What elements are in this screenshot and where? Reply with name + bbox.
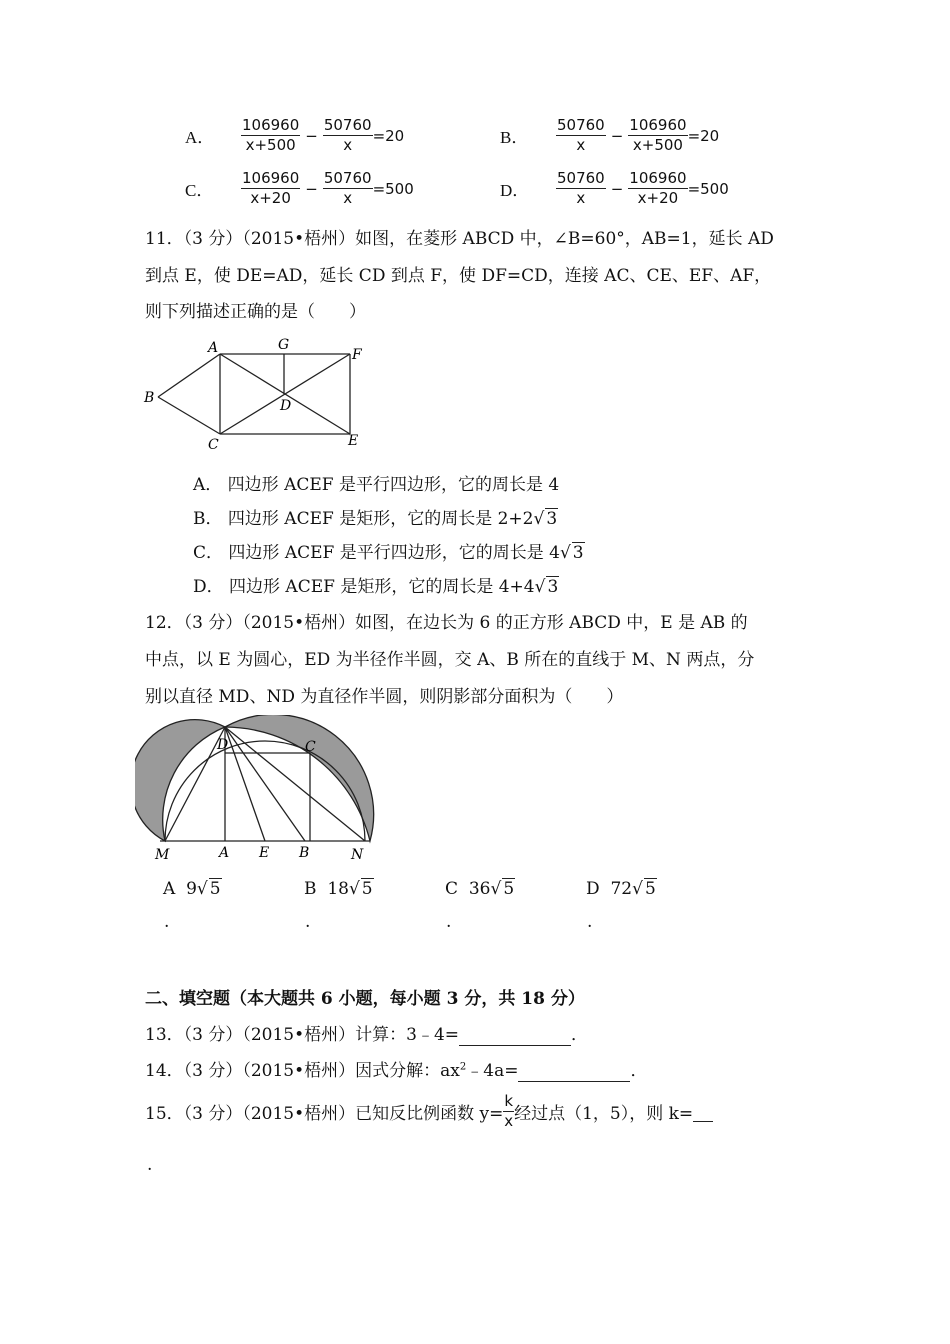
- answer-blank[interactable]: [518, 1061, 630, 1082]
- label-g: G: [278, 337, 290, 353]
- sqrt: √ 3: [559, 543, 584, 563]
- answer-blank[interactable]: [459, 1025, 571, 1046]
- q12-dot-d: .: [587, 912, 593, 932]
- label-a: A: [219, 845, 230, 861]
- q12-line-3: 别以直径 MD、ND 为直径作半圆，则阴影部分面积为（ ）: [145, 687, 624, 707]
- sqrt: √ 5: [632, 879, 656, 899]
- q11-figure: [140, 335, 380, 455]
- fraction: $\frac{50760}{x}$: [323, 169, 372, 207]
- fraction: $\frac{50760}{x}$: [557, 169, 605, 207]
- label-b: B: [144, 390, 155, 406]
- label-c: C: [305, 739, 316, 755]
- label-c: C: [208, 437, 219, 453]
- q10-option-d: D． $\frac{50760}{x}$ − $\frac{106960}{x+20}$ =500: [500, 169, 729, 207]
- label-b: B: [299, 845, 310, 861]
- q10-option-c: C． $\frac{106960}{x+20}$ − $\frac{50760}{x}$ =500: [185, 169, 414, 207]
- q12-dot-c: .: [446, 912, 452, 932]
- q13: 13．（3 分）（2015•梧州）计算：3﹣4= ．: [145, 1025, 589, 1045]
- fraction: $\frac{50760}{x}$: [557, 116, 605, 154]
- q15-dot: .: [147, 1155, 153, 1175]
- sqrt: √ 5: [490, 879, 515, 899]
- q12-option-a: A 9√ 5: [163, 879, 221, 899]
- label-n: N: [351, 847, 364, 863]
- label-a: A: [208, 340, 219, 356]
- q11-line-2: 到点 E，使 DE=AD，延长 CD 到点 F，使 DF=CD，连接 AC、CE、EF、AF，: [145, 266, 772, 286]
- fraction: $\frac{k}{x}$: [504, 1092, 514, 1130]
- segment-bc: [158, 397, 220, 434]
- label-e: E: [348, 433, 359, 449]
- fraction: $\frac{50760}{x}$: [323, 116, 372, 154]
- q12-line-2: 中点，以 E 为圆心，ED 为半径作半圆，交 A、B 所在的直线于 M、N 两点，分: [145, 650, 755, 670]
- q11-option-b: B． 四边形 ACEF 是矩形，它的周长是 2+2√ 3: [193, 509, 558, 529]
- shaded-region-right: [225, 715, 374, 841]
- sqrt: √ 5: [348, 879, 373, 899]
- sqrt: √ 3: [533, 509, 558, 529]
- q12-dot-b: .: [305, 912, 311, 932]
- sqrt: √ 5: [196, 879, 221, 899]
- q15: 15．（3 分）（2015•梧州）已知反比例函数 y= $\frac{k}{x}$ 经过点（1，5），则 k=: [145, 1093, 713, 1130]
- q11-option-a: A． 四边形 ACEF 是平行四边形，它的周长是 4: [193, 475, 560, 495]
- label-e: E: [259, 845, 270, 861]
- fraction: $\frac{106960}{x+20}$: [242, 169, 300, 207]
- q12-line-1: 12．（3 分）（2015•梧州）如图，在边长为 6 的正方形 ABCD 中，E 是 AB 的: [145, 613, 748, 633]
- q11-option-d: D． 四边形 ACEF 是矩形，它的周长是 4+4√ 3: [193, 577, 559, 597]
- section-2-title: 二、填空题（本大题共 6 小题，每小题 3 分，共 18 分）: [145, 989, 585, 1009]
- q12-dot-a: .: [164, 912, 170, 932]
- fraction: $\frac{106960}{x+20}$: [629, 169, 687, 207]
- shaded-region-left: [135, 720, 225, 841]
- sqrt: √ 3: [534, 577, 559, 597]
- q11-option-c: C． 四边形 ACEF 是平行四边形，它的周长是 4√ 3: [193, 543, 584, 563]
- q14: 14．（3 分）（2015•梧州）因式分解：$ax^2﹣4a=$ ．: [145, 1061, 648, 1081]
- label-d: D: [280, 398, 292, 414]
- q10-option-a: A． $\frac{106960}{x+500}$ − $\frac{50760}{x}$ =20: [185, 116, 405, 154]
- q11-line-3: 则下列描述正确的是（ ）: [145, 302, 366, 322]
- answer-blank[interactable]: [693, 1101, 713, 1122]
- fraction: $\frac{106960}{x+500}$: [242, 116, 300, 154]
- label-f: F: [352, 347, 362, 363]
- q12-option-b: B 18√ 5: [304, 879, 373, 899]
- segment-ab: [158, 354, 220, 397]
- q11-line-1: 11．（3 分）（2015•梧州）如图，在菱形 ABCD 中，∠B=60°，AB=1，延长 AD: [145, 229, 774, 249]
- label-d: D: [217, 737, 229, 753]
- q12-option-c: C 36√ 5: [445, 879, 515, 899]
- q12-figure: [135, 715, 385, 865]
- q12-option-d: D 72√ 5: [586, 879, 656, 899]
- fraction: $\frac{106960}{x+500}$: [629, 116, 687, 154]
- label-m: M: [155, 847, 170, 863]
- q10-option-b: B． $\frac{50760}{x}$ − $\frac{106960}{x+500}$ =20: [500, 116, 720, 154]
